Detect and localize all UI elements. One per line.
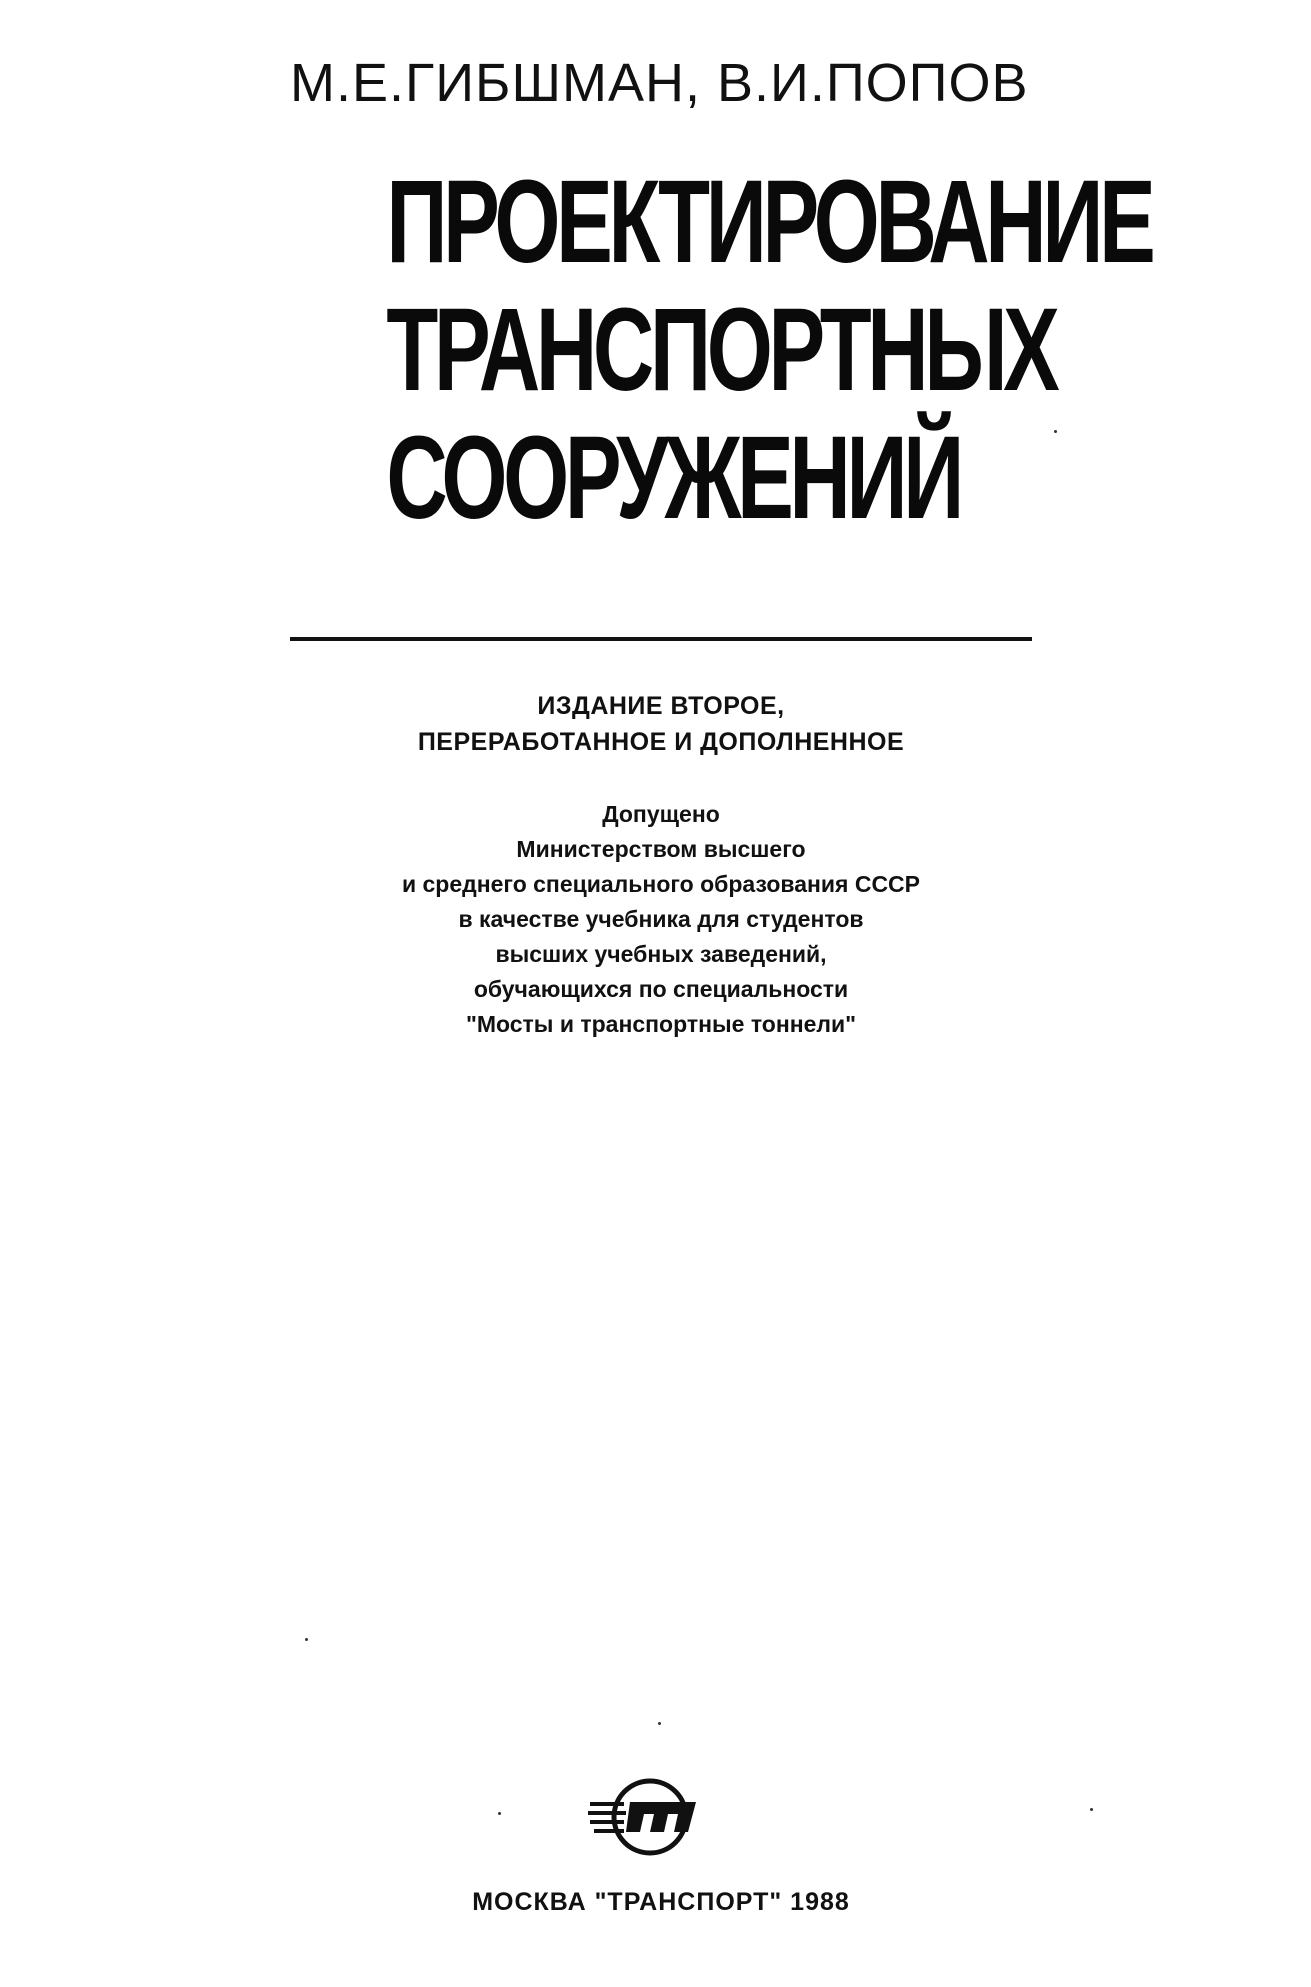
book-title (280, 156, 1152, 544)
approval-line-6: обучающихся по специальности (473, 976, 849, 1002)
approval-line-2: Министерством высшего (516, 836, 806, 862)
publisher-imprint: МОСКВА "ТРАНСПОРТ" 1988 (472, 1888, 850, 1916)
print-speck (1054, 430, 1057, 433)
edition-line-2: ПЕРЕРАБОТАННОЕ И ДОПОЛНЕННОЕ (417, 728, 905, 756)
print-speck (658, 1722, 661, 1725)
title-line-2: ТРАНСПОРТНЫХ (386, 284, 1056, 416)
divider-rule (290, 637, 1032, 641)
approval-line-4: в качестве учебника для студентов (458, 906, 864, 932)
approval-line-3: и среднего специального образования СССР (401, 871, 921, 897)
approval-note (290, 797, 1032, 1042)
approval-line-5: высших учебных заведений, (495, 941, 827, 967)
publisher-logo-icon (588, 1772, 708, 1862)
edition-note (290, 688, 1032, 760)
edition-line-1: ИЗДАНИЕ ВТОРОЕ, (537, 692, 785, 720)
title-line-3: СООРУЖЕНИЙ (386, 412, 960, 544)
approval-line-7: "Мосты и транспортные тоннели" (465, 1011, 857, 1037)
title-line-1: ПРОЕКТИРОВАНИЕ (386, 156, 1152, 288)
print-speck (498, 1812, 501, 1815)
print-speck (1090, 1808, 1093, 1811)
approval-line-1: Допущено (602, 801, 720, 827)
authors: М.Е.ГИБШМАН, В.И.ПОПОВ (290, 53, 1029, 113)
print-speck (305, 1638, 308, 1641)
